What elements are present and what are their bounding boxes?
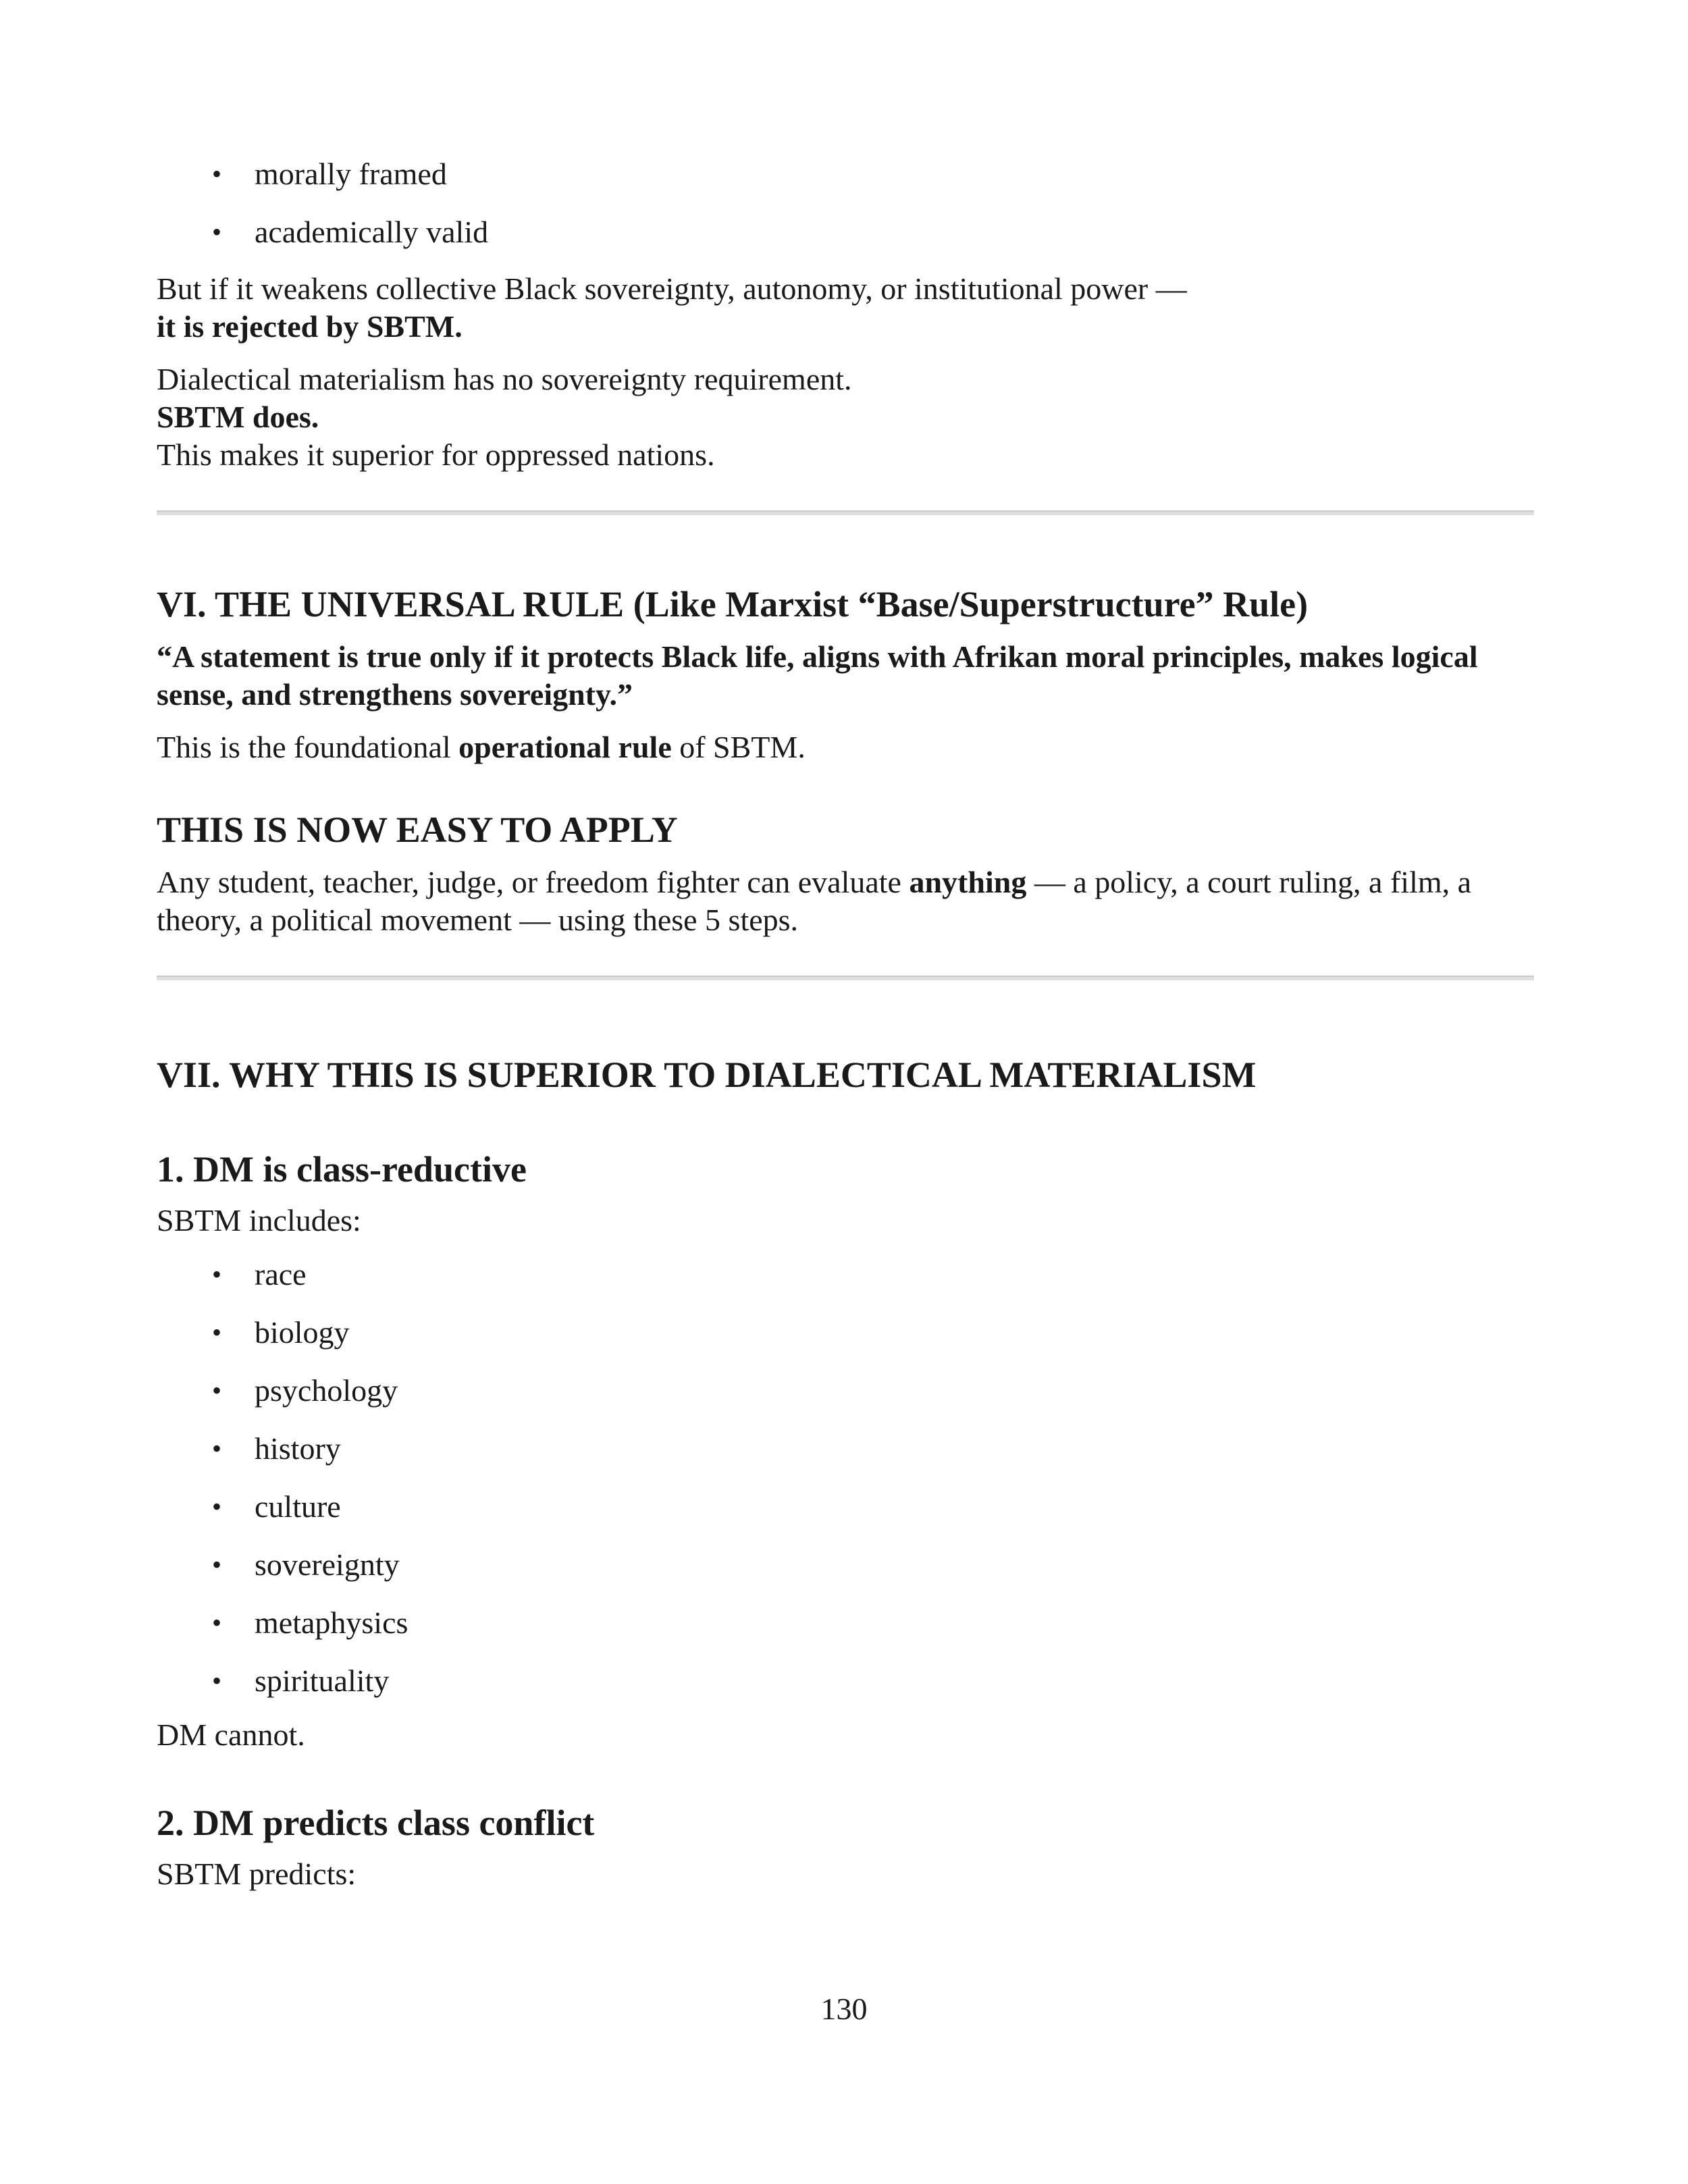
bullet-icon: • — [212, 1259, 222, 1289]
list-item: • culture — [157, 1488, 1534, 1526]
list-item: • morally framed — [157, 155, 1534, 193]
list-item: • metaphysics — [157, 1604, 1534, 1642]
bullet-icon: • — [212, 217, 222, 247]
bullet-icon: • — [212, 1491, 222, 1522]
list-item: • spirituality — [157, 1662, 1534, 1700]
list-item: • history — [157, 1430, 1534, 1468]
point-2-heading: 2. DM predicts class conflict — [157, 1803, 595, 1843]
bullet-icon: • — [212, 1666, 222, 1696]
section-heading-vii: VII. WHY THIS IS SUPERIOR TO DIALECTICAL MATERIALISM — [157, 1055, 1257, 1095]
list-item: • race — [157, 1256, 1534, 1294]
point-2-intro: SBTM predicts: — [157, 1857, 357, 1891]
apply-paragraph: Any student, teacher, judge, or freedom fighter can evaluate anything — a policy, a court ruling, a film, a theory, a political movement — using these 5 steps. — [157, 865, 1472, 937]
apply-subheading: THIS IS NOW EASY TO APPLY — [157, 809, 678, 850]
list-item: • academically valid — [157, 213, 1534, 251]
list-item: • biology — [157, 1314, 1534, 1352]
top-bullet-list — [157, 155, 1534, 251]
bullet-icon: • — [212, 159, 222, 189]
sovereignty-condition-paragraph: But if it weakens collective Black sovereignty, autonomy, or institutional power — it is rejected by SBTM. — [157, 271, 1187, 344]
operational-rule-paragraph: This is the foundational operational rule of SBTM. — [157, 730, 806, 764]
sbtm-includes-list — [157, 1256, 1534, 1700]
universal-rule-quote: “A statement is true only if it protects Black life, aligns with Afrikan moral principles, makes logical sense, and strengthens sovereignty.” — [157, 639, 1478, 712]
section-divider — [157, 510, 1534, 515]
point-1-heading: 1. DM is class-reductive — [157, 1149, 527, 1190]
point-1-outro: DM cannot. — [157, 1717, 305, 1752]
point-1-intro: SBTM includes: — [157, 1203, 361, 1237]
section-heading-vi: VI. THE UNIVERSAL RULE (Like Marxist “Base/Superstructure” Rule) — [157, 584, 1309, 624]
list-item: • psychology — [157, 1372, 1534, 1410]
bullet-icon: • — [212, 1607, 222, 1638]
section-divider — [157, 976, 1534, 980]
bullet-icon: • — [212, 1375, 222, 1406]
bullet-icon: • — [212, 1317, 222, 1348]
sovereignty-requirement-paragraph: Dialectical materialism has no sovereignty requirement. SBTM does. This makes it superior for oppressed nations. — [157, 362, 852, 472]
list-item: • sovereignty — [157, 1546, 1534, 1584]
bullet-icon: • — [212, 1549, 222, 1580]
document-page — [157, 135, 1534, 1893]
bullet-icon: • — [212, 1433, 222, 1464]
page-number: 130 — [820, 1992, 868, 2026]
